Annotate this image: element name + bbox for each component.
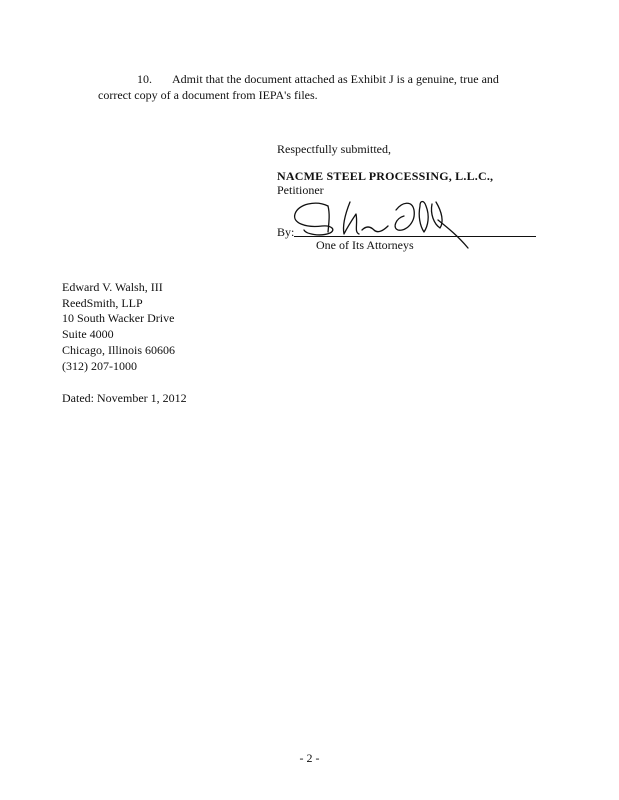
- party-role: Petitioner: [277, 183, 324, 197]
- attorney-address-block: [62, 280, 175, 374]
- company-name: NACME STEEL PROCESSING, L.L.C.,: [277, 169, 494, 183]
- law-firm: ReedSmith, LLP: [62, 295, 143, 310]
- city-state-zip: Chicago, Illinois 60606: [62, 342, 175, 357]
- attorney-name: Edward V. Walsh, III: [62, 280, 163, 294]
- page-number: - 2 -: [299, 751, 320, 765]
- paragraph-line-2: correct copy of a document from IEPA's files.: [98, 88, 318, 102]
- signature-caption: One of Its Attorneys: [316, 238, 414, 252]
- closing-text: Respectfully submitted,: [277, 142, 391, 156]
- suite: Suite 4000: [62, 327, 114, 342]
- dated-line: Dated: November 1, 2012: [62, 391, 187, 405]
- paragraph-number: 10.: [137, 72, 152, 86]
- phone-number: (312) 207-1000: [62, 358, 137, 373]
- signature-line: [294, 236, 536, 237]
- street-address: 10 South Wacker Drive: [62, 311, 175, 326]
- paragraph-line-1: Admit that the document attached as Exhibit J is a genuine, true and: [172, 72, 499, 86]
- by-label: By:: [277, 225, 295, 239]
